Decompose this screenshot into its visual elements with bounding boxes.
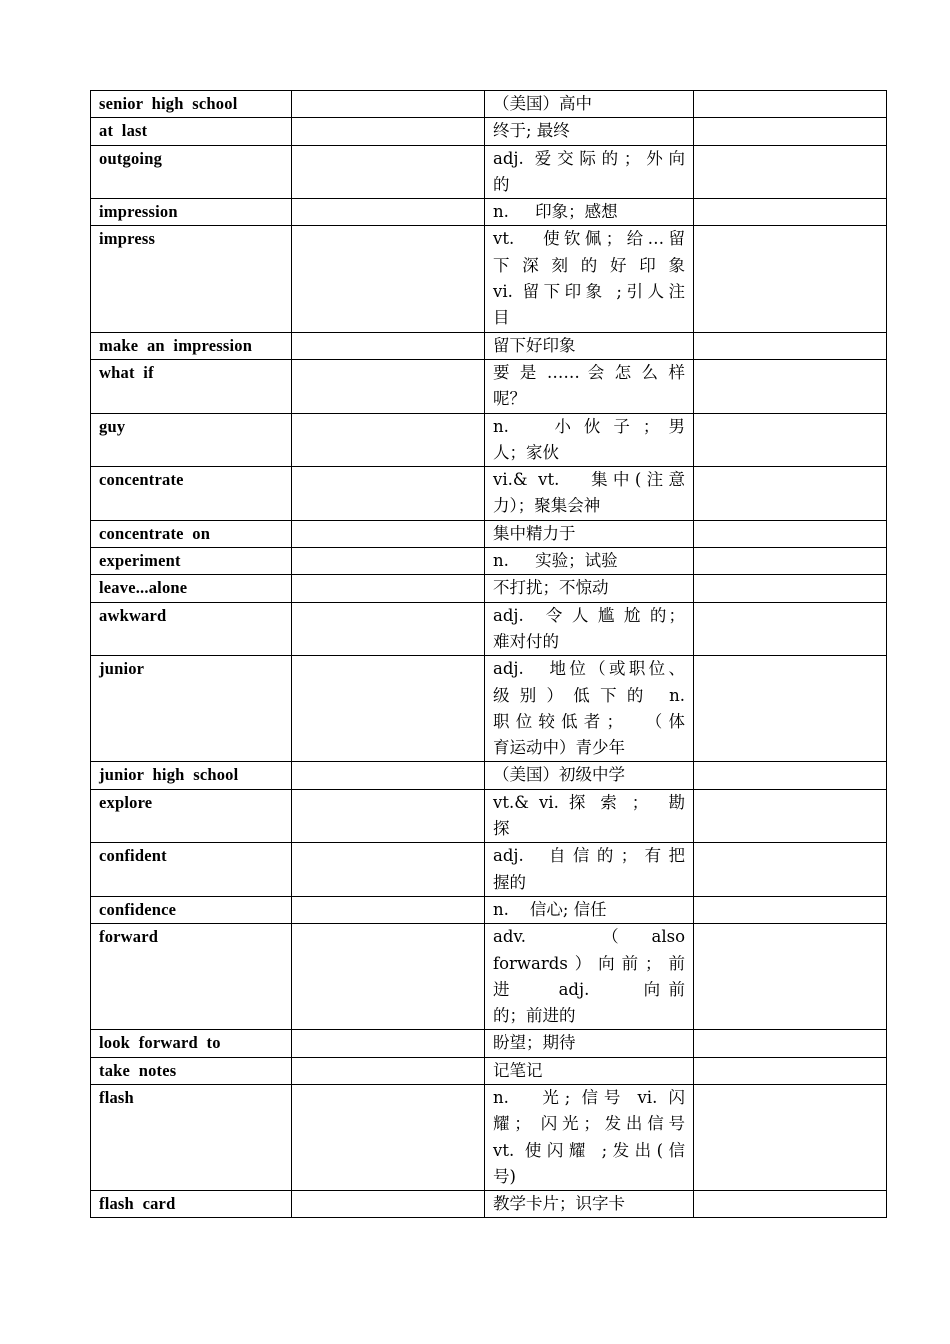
term-cell: concentrate [91, 467, 292, 521]
term-cell: confident [91, 843, 292, 897]
blank-cell [292, 1191, 485, 1218]
meaning-line: 教学卡片；识字卡 [493, 1194, 625, 1214]
blank-cell [694, 656, 887, 762]
term-cell: awkward [91, 602, 292, 656]
blank-cell [694, 1030, 887, 1057]
term-cell: look forward to [91, 1030, 292, 1057]
meaning-cell [485, 520, 694, 547]
meaning-line: 呢？ [493, 389, 526, 409]
blank-cell [292, 359, 485, 413]
meaning-cell [485, 789, 694, 843]
meaning-line: 人；家伙 [493, 442, 559, 462]
meaning-line: （美国）初级中学 [493, 765, 625, 785]
meaning-line: vt.& vi. 探 索 ； 勘 [493, 792, 685, 812]
term-cell: explore [91, 789, 292, 843]
blank-cell [292, 199, 485, 226]
meaning-cell [485, 1057, 694, 1084]
meaning-cell [485, 145, 694, 199]
blank-cell [694, 575, 887, 602]
meaning-line: 难对付的 [493, 631, 559, 651]
blank-cell [694, 332, 887, 359]
table-row [91, 413, 887, 467]
blank-cell [292, 843, 485, 897]
meaning-line: 级 别 ） 低 下 的 n. [493, 685, 685, 705]
blank-cell [694, 1191, 887, 1218]
meaning-line: adv. （also [493, 927, 685, 947]
blank-cell [292, 789, 485, 843]
meaning-line: 号) [493, 1166, 516, 1186]
blank-cell [292, 1030, 485, 1057]
meaning-line: 探 [493, 819, 510, 839]
meaning-line: 要 是 …… 会 怎 么 样 [493, 362, 685, 382]
meaning-cell [485, 896, 694, 923]
term-cell: what if [91, 359, 292, 413]
blank-cell [694, 467, 887, 521]
term-cell: concentrate on [91, 520, 292, 547]
meaning-line: 力）；聚集会神 [493, 496, 601, 516]
term-cell: leave...alone [91, 575, 292, 602]
table-row [91, 762, 887, 789]
blank-cell [694, 520, 887, 547]
term-cell: confidence [91, 896, 292, 923]
blank-cell [292, 762, 485, 789]
table-row [91, 359, 887, 413]
blank-cell [292, 1057, 485, 1084]
meaning-line: 耀； 闪光；发出信号 [493, 1114, 685, 1134]
meaning-line: n. 光; 信号 vi. 闪 [493, 1087, 685, 1107]
table-row [91, 91, 887, 118]
blank-cell [694, 199, 887, 226]
term-cell: impression [91, 199, 292, 226]
blank-cell [694, 1057, 887, 1084]
meaning-line: n. 小 伙 子 ； 男 [493, 416, 685, 436]
table-row [91, 145, 887, 199]
blank-cell [694, 118, 887, 145]
vocabulary-table [90, 90, 887, 1218]
meaning-line: 职位较低者； （体 [493, 711, 685, 731]
blank-cell [694, 1084, 887, 1190]
table-row [91, 656, 887, 762]
table-row [91, 896, 887, 923]
blank-cell [694, 91, 887, 118]
table-row [91, 332, 887, 359]
blank-cell [694, 145, 887, 199]
table-row [91, 602, 887, 656]
meaning-line: （美国）高中 [493, 94, 592, 113]
meaning-line: 的 [493, 174, 510, 194]
blank-cell [292, 602, 485, 656]
meaning-line: n. 印象；感想 [493, 202, 618, 222]
meaning-line: vt. 使闪耀 ;发出(信 [493, 1140, 685, 1160]
term-cell: experiment [91, 548, 292, 575]
meaning-line: 的；前进的 [493, 1006, 576, 1026]
term-cell: make an impression [91, 332, 292, 359]
meaning-line: 下 深 刻 的 好 印 象 [493, 255, 685, 275]
meaning-line: 握的 [493, 872, 526, 892]
blank-cell [292, 226, 485, 332]
meaning-cell [485, 843, 694, 897]
term-cell: junior [91, 656, 292, 762]
meaning-cell [485, 924, 694, 1030]
meaning-line: 记笔记 [493, 1060, 543, 1080]
blank-cell [694, 843, 887, 897]
meaning-line: 不打扰；不惊动 [493, 578, 609, 598]
meaning-line: n. 信心; 信任 [493, 899, 607, 919]
table-row [91, 520, 887, 547]
meaning-line: 集中精力于 [493, 523, 576, 543]
term-cell: junior high school [91, 762, 292, 789]
meaning-cell [485, 548, 694, 575]
term-cell: senior high school [91, 91, 292, 118]
term-cell: guy [91, 413, 292, 467]
blank-cell [694, 924, 887, 1030]
blank-cell [694, 762, 887, 789]
meaning-cell [485, 118, 694, 145]
meaning-line: vi.& vt. 集中(注意 [493, 470, 685, 490]
table-row [91, 226, 887, 332]
blank-cell [292, 1084, 485, 1190]
meaning-cell [485, 1191, 694, 1218]
table-row [91, 575, 887, 602]
term-cell: flash card [91, 1191, 292, 1218]
blank-cell [292, 520, 485, 547]
meaning-cell [485, 575, 694, 602]
term-cell: outgoing [91, 145, 292, 199]
blank-cell [292, 145, 485, 199]
meaning-cell [485, 91, 694, 118]
table-row [91, 924, 887, 1030]
blank-cell [292, 656, 485, 762]
table-row [91, 789, 887, 843]
table-row [91, 1030, 887, 1057]
table-row [91, 1084, 887, 1190]
blank-cell [292, 896, 485, 923]
meaning-line: vt. 使钦佩；给…留 [493, 229, 685, 249]
meaning-cell [485, 199, 694, 226]
table-row [91, 1057, 887, 1084]
blank-cell [292, 575, 485, 602]
blank-cell [292, 118, 485, 145]
meaning-line: 进 adj. 向前 [493, 979, 685, 999]
meaning-cell [485, 413, 694, 467]
blank-cell [694, 226, 887, 332]
term-cell: at last [91, 118, 292, 145]
meaning-cell [485, 467, 694, 521]
blank-cell [694, 413, 887, 467]
blank-cell [694, 548, 887, 575]
meaning-cell [485, 332, 694, 359]
meaning-cell [485, 602, 694, 656]
table-row [91, 1191, 887, 1218]
meaning-line: 盼望；期待 [493, 1033, 576, 1053]
blank-cell [292, 413, 485, 467]
meaning-line: 留下好印象 [493, 335, 576, 355]
blank-cell [292, 548, 485, 575]
meaning-line: adj. 令 人 尴 尬 的； [493, 605, 685, 625]
meaning-cell [485, 1084, 694, 1190]
meaning-line: vi. 留下印象 ;引人注 [493, 282, 685, 302]
blank-cell [694, 789, 887, 843]
blank-cell [694, 602, 887, 656]
meaning-line: forwards）向前；前 [493, 953, 685, 973]
meaning-cell [485, 226, 694, 332]
blank-cell [292, 332, 485, 359]
table-row [91, 199, 887, 226]
meaning-line: 育运动中）青少年 [493, 738, 625, 758]
term-cell: forward [91, 924, 292, 1030]
meaning-line: 终于; 最终 [493, 121, 570, 141]
meaning-line: 目 [493, 308, 510, 328]
term-cell: flash [91, 1084, 292, 1190]
table-row [91, 843, 887, 897]
vocabulary-table-body [91, 91, 887, 1218]
term-cell: impress [91, 226, 292, 332]
meaning-line: adj. 爱交际的；外向 [493, 148, 685, 168]
meaning-cell [485, 762, 694, 789]
blank-cell [292, 924, 485, 1030]
table-row [91, 548, 887, 575]
meaning-cell [485, 1030, 694, 1057]
meaning-line: adj. 自信的；有把 [493, 846, 685, 866]
blank-cell [292, 91, 485, 118]
table-row [91, 467, 887, 521]
meaning-cell [485, 656, 694, 762]
meaning-cell [485, 359, 694, 413]
meaning-line: n. 实验；试验 [493, 551, 618, 571]
blank-cell [694, 359, 887, 413]
blank-cell [292, 467, 485, 521]
blank-cell [694, 896, 887, 923]
term-cell: take notes [91, 1057, 292, 1084]
meaning-line: adj. 地位（或职位、 [493, 659, 685, 679]
table-row [91, 118, 887, 145]
